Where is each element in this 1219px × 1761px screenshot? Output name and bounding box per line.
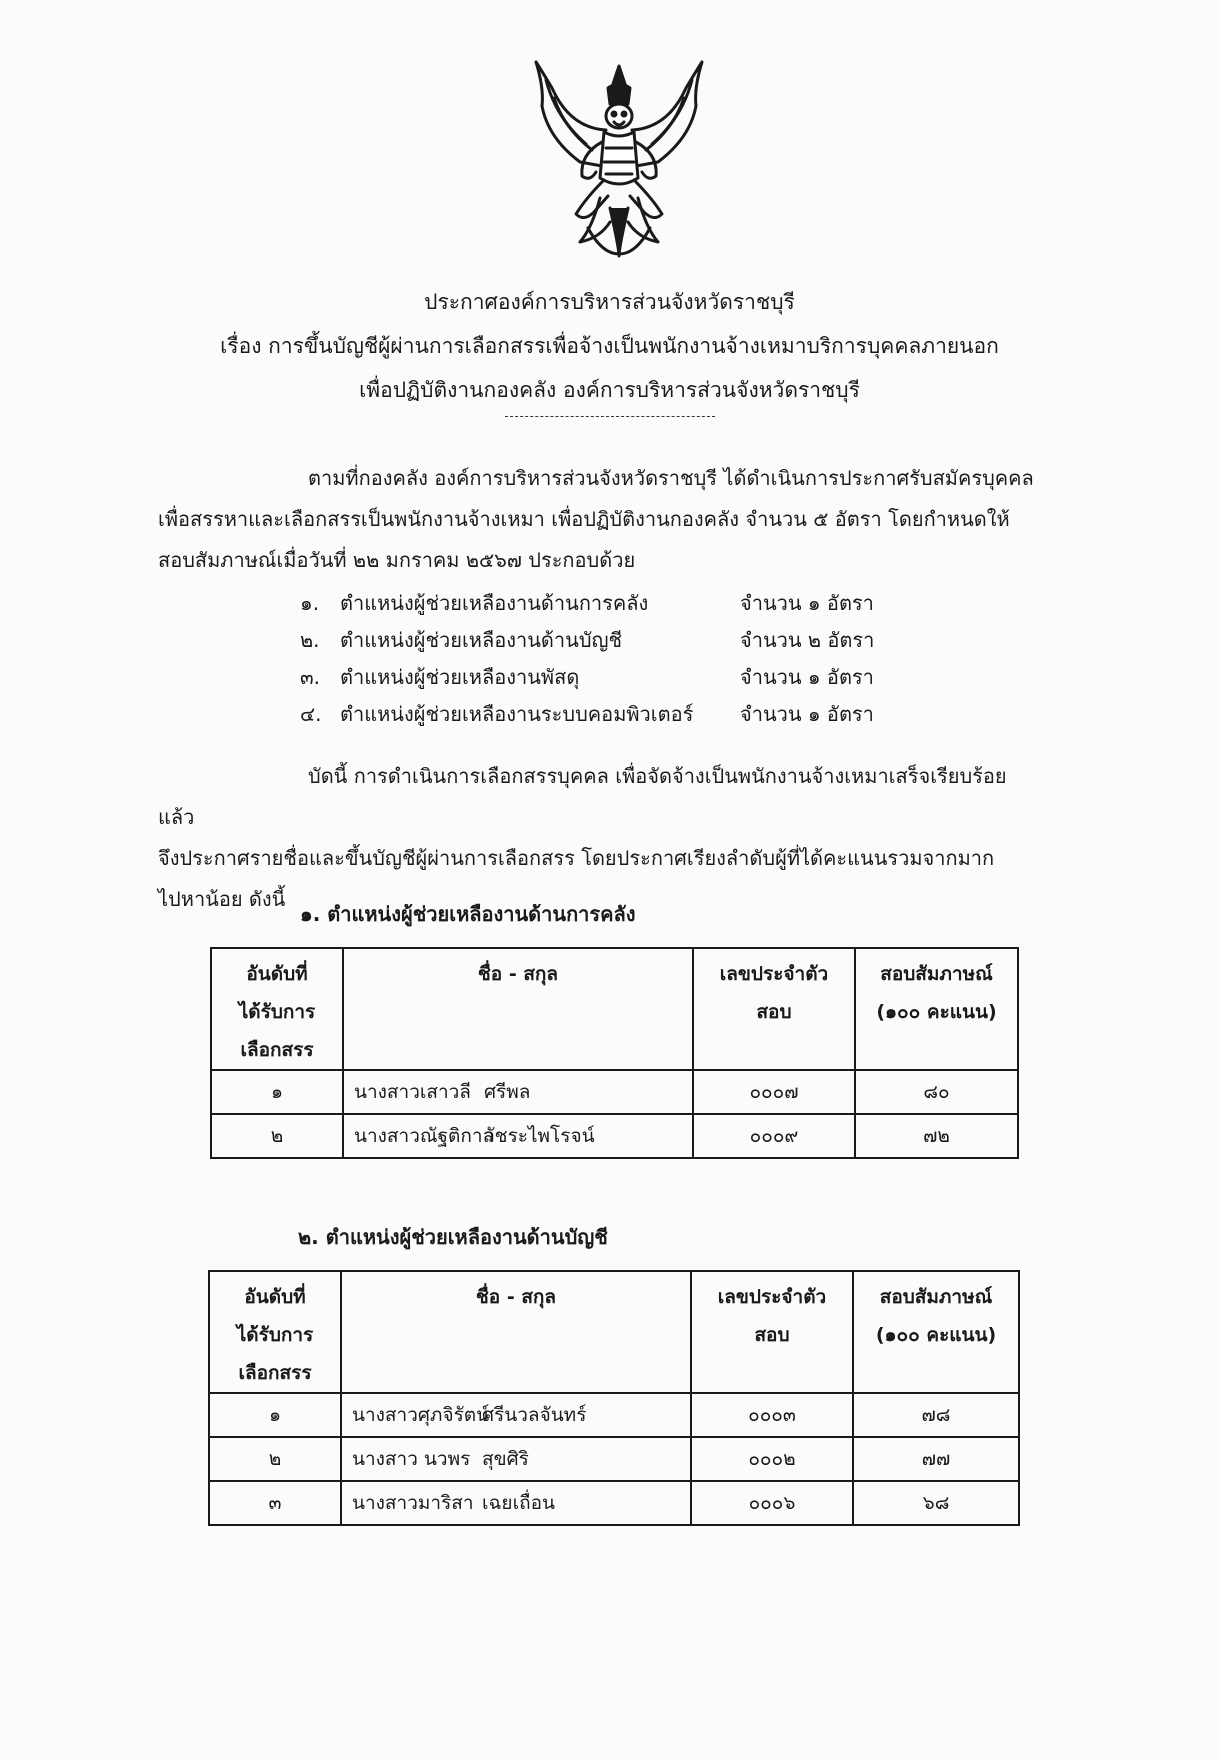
- given-name: นางสาวเสาวลี: [354, 1081, 471, 1103]
- position-name: ตำแหน่งผู้ช่วยเหลืองานพัสดุ: [340, 664, 580, 689]
- name-header: [343, 948, 693, 1070]
- table-row: [209, 1481, 1019, 1525]
- section-1-table: [210, 947, 1019, 1159]
- announcement-paragraph: [158, 756, 1038, 920]
- position-count: จำนวน ๑ อัตรา: [740, 590, 874, 615]
- position-name: ตำแหน่งผู้ช่วยเหลืองานด้านการคลัง: [340, 590, 649, 615]
- title-line-2: เรื่อง การขึ้นบัญชีผู้ผ่านการเลือกสรรเพื่อจ้างเป็นพนักงานจ้างเหมาบริการบุคคลภายนอก: [220, 334, 999, 358]
- position-number: ๑.: [300, 590, 320, 615]
- table-header-row: [209, 1271, 1019, 1393]
- score-cell: ๗๒: [855, 1114, 1018, 1158]
- surname: ศรีนวลจันทร์: [482, 1404, 587, 1426]
- surname: สุขศิริ: [482, 1448, 529, 1470]
- score-header-line: สอบสัมภาษณ์: [880, 963, 993, 985]
- position-count: จำนวน ๑ อัตรา: [740, 701, 874, 726]
- exam-id-cell: ๐๐๐๗: [693, 1070, 855, 1114]
- exam-id-header: [691, 1271, 853, 1393]
- rank-header-line: เลือกสรร: [238, 1362, 312, 1384]
- name-header-text: ชื่อ - สกุล: [477, 963, 559, 985]
- score-header: [853, 1271, 1019, 1393]
- exam-id-cell: ๐๐๐๒: [691, 1437, 853, 1481]
- position-count: จำนวน ๑ อัตรา: [740, 664, 874, 689]
- name-cell: [341, 1437, 691, 1481]
- exam-id-cell: ๐๐๐๓: [691, 1393, 853, 1437]
- announcement-line-2: จึงประกาศรายชื่อและขึ้นบัญชีผู้ผ่านการเลือกสรร โดยประกาศเรียงลำดับผู้ที่ได้คะแนนรวมจากมาก: [158, 846, 995, 870]
- name-cell: [341, 1481, 691, 1525]
- given-name: นางสาว นวพร: [352, 1448, 471, 1470]
- table-header-row: [211, 948, 1018, 1070]
- score-cell: ๗๗: [853, 1437, 1019, 1481]
- rank-cell: ๒: [209, 1437, 341, 1481]
- list-item: [300, 658, 940, 695]
- title-line-1: ประกาศองค์การบริหารส่วนจังหวัดราชบุรี: [424, 290, 795, 314]
- intro-line-1: ตามที่กองคลัง องค์การบริหารส่วนจังหวัดราชบุรี ได้ดำเนินการประกาศรับสมัครบุคคล: [308, 466, 1034, 490]
- list-item: [300, 695, 940, 732]
- rank-cell: ๑: [209, 1393, 341, 1437]
- rank-header-line: ได้รับการ: [236, 1324, 314, 1346]
- announcement-line-3: ไปหาน้อย ดังนี้: [158, 887, 286, 911]
- name-cell: [341, 1393, 691, 1437]
- rank-header-line: เลือกสรร: [240, 1039, 314, 1061]
- intro-line-2: เพื่อสรรหาและเลือกสรรเป็นพนักงานจ้างเหมา เพื่อปฏิบัติงานกองคลัง จำนวน ๕ อัตรา โดยกำหนดให้: [158, 507, 1010, 531]
- table-row: [209, 1393, 1019, 1437]
- exam-id-header-line: สอบ: [756, 1001, 792, 1023]
- exam-id-header-line: เลขประจำตัว: [719, 963, 829, 985]
- rank-header: [209, 1271, 341, 1393]
- exam-id-header-line: เลขประจำตัว: [717, 1286, 827, 1308]
- intro-paragraph: [158, 458, 1038, 581]
- position-name: ตำแหน่งผู้ช่วยเหลืองานด้านบัญชี: [340, 627, 623, 652]
- rank-header-line: อันดับที่: [244, 1286, 306, 1308]
- score-cell: ๖๘: [853, 1481, 1019, 1525]
- name-cell: [343, 1114, 693, 1158]
- surname: ศรีพล: [484, 1081, 531, 1103]
- name-header: [341, 1271, 691, 1393]
- rank-header-line: ได้รับการ: [238, 1001, 316, 1023]
- given-name: นางสาวมาริสา: [352, 1492, 474, 1514]
- score-header-line: (๑๐๐ คะแนน): [875, 1324, 997, 1346]
- score-header-line: สอบสัมภาษณ์: [879, 1286, 993, 1308]
- list-item: [300, 584, 940, 621]
- garuda-emblem-icon: [530, 58, 708, 260]
- table-row: [211, 1114, 1018, 1158]
- table-row: [209, 1437, 1019, 1481]
- given-name: นางสาวณัฐติกาล: [354, 1125, 495, 1147]
- name-cell: [343, 1070, 693, 1114]
- title-divider: [505, 416, 715, 417]
- rank-cell: ๑: [211, 1070, 343, 1114]
- position-number: ๒.: [300, 627, 320, 652]
- position-name: ตำแหน่งผู้ช่วยเหลืองานระบบคอมพิวเตอร์: [340, 701, 694, 726]
- intro-line-3: สอบสัมภาษณ์เมื่อวันที่ ๒๒ มกราคม ๒๕๖๗ ประกอบด้วย: [158, 548, 636, 572]
- section-2-heading: ๒. ตำแหน่งผู้ช่วยเหลืองานด้านบัญชี: [298, 1225, 608, 1249]
- section-1-heading: ๑. ตำแหน่งผู้ช่วยเหลืองานด้านการคลัง: [300, 902, 636, 926]
- position-list: [300, 584, 940, 732]
- exam-id-cell: ๐๐๐๙: [693, 1114, 855, 1158]
- announcement-title: [0, 280, 1219, 417]
- rank-cell: ๓: [209, 1481, 341, 1525]
- score-header-line: (๑๐๐ คะแนน): [876, 1001, 997, 1023]
- rank-cell: ๒: [211, 1114, 343, 1158]
- rank-header-line: อันดับที่: [246, 963, 308, 985]
- score-cell: ๘๐: [855, 1070, 1018, 1114]
- score-cell: ๗๘: [853, 1393, 1019, 1437]
- position-number: ๔.: [300, 701, 322, 726]
- section-2-table: [208, 1270, 1020, 1526]
- title-line-3: เพื่อปฏิบัติงานกองคลัง องค์การบริหารส่วนจังหวัดราชบุรี: [359, 378, 860, 402]
- score-header: [855, 948, 1018, 1070]
- surname: วัชระไพโรจน์: [484, 1125, 595, 1147]
- exam-id-header-line: สอบ: [754, 1324, 790, 1346]
- surname: เฉยเถื่อน: [482, 1492, 555, 1514]
- given-name: นางสาวศุภจิรัตน์: [352, 1404, 490, 1426]
- announcement-line-1: บัดนี้ การดำเนินการเลือกสรรบุคคล เพื่อจัดจ้างเป็นพนักงานจ้างเหมาเสร็จเรียบร้อยแล้ว: [158, 764, 1007, 829]
- name-header-text: ชื่อ - สกุล: [475, 1286, 557, 1308]
- rank-header: [211, 948, 343, 1070]
- list-item: [300, 621, 940, 658]
- exam-id-header: [693, 948, 855, 1070]
- position-number: ๓.: [300, 664, 321, 689]
- table-row: [211, 1070, 1018, 1114]
- exam-id-cell: ๐๐๐๖: [691, 1481, 853, 1525]
- position-count: จำนวน ๒ อัตรา: [740, 627, 875, 652]
